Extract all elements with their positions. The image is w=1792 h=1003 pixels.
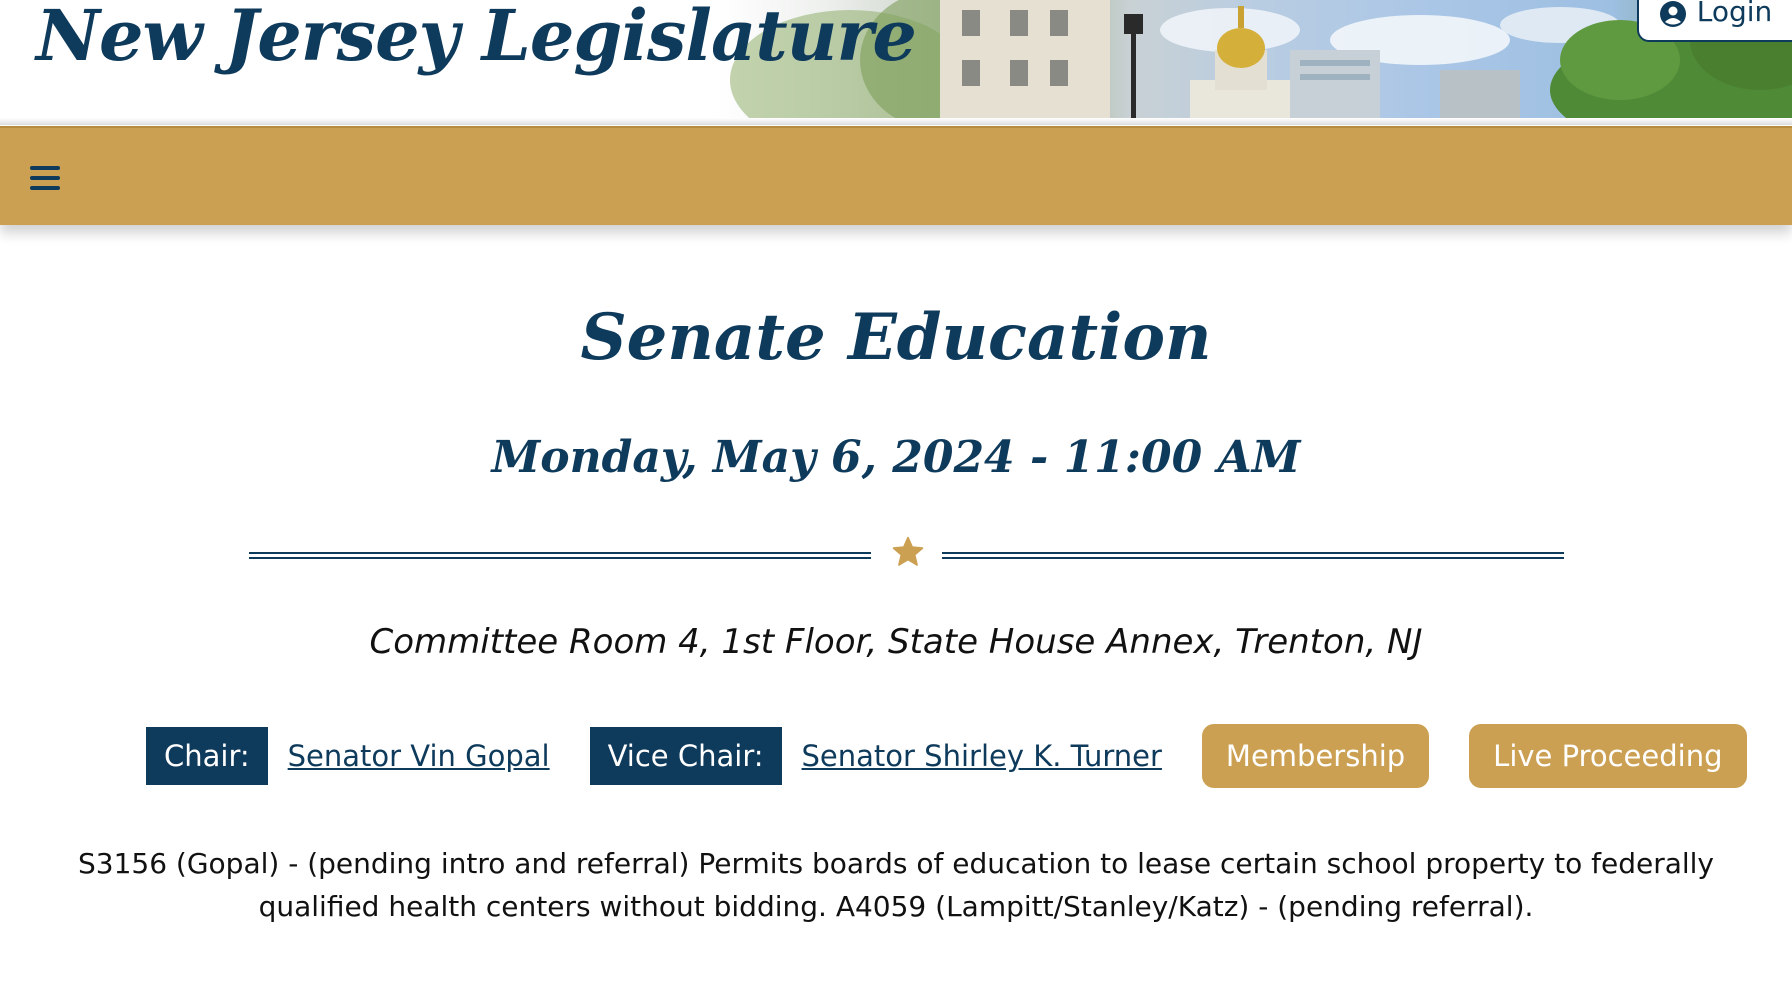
bill-referral-text: (Lampitt/Stanley/Katz) - (pending referral). — [935, 890, 1534, 923]
meeting-location: Committee Room 4, 1st Floor, State House Annex, Trenton, NJ — [369, 622, 1423, 662]
committee-title: Senate Education — [580, 300, 1212, 375]
vice-chair-name-link[interactable]: Senator Shirley K. Turner — [801, 739, 1162, 773]
hamburger-bar — [30, 176, 60, 180]
bill-description-text: (Gopal) - (pending intro and referral) Permits boards of education to lease certain school property to federally qualified health centers without bidding. — [175, 847, 1714, 923]
bill-link-a4059[interactable]: A4059 — [835, 890, 927, 923]
divider-right — [942, 552, 1564, 559]
agenda-item — [40, 842, 1752, 928]
vice-chair-label: Vice Chair: — [590, 727, 782, 785]
star-icon — [890, 534, 926, 570]
user-circle-icon — [1659, 0, 1687, 28]
site-title[interactable]: New Jersey Legislature — [36, 0, 916, 77]
meeting-datetime: Monday, May 6, 2024 - 11:00 AM — [491, 432, 1301, 483]
membership-button[interactable]: Membership — [1202, 724, 1429, 788]
main-nav-bar — [0, 126, 1792, 225]
login-label: Login — [1696, 0, 1773, 28]
header-banner — [0, 0, 1792, 125]
hamburger-menu-icon[interactable] — [30, 166, 60, 192]
login-button[interactable] — [1637, 0, 1792, 42]
chair-name-link[interactable]: Senator Vin Gopal — [287, 739, 550, 773]
live-proceeding-button[interactable]: Live Proceeding — [1469, 724, 1746, 788]
banner-shadow — [0, 118, 1792, 125]
bill-link-s3156[interactable]: S3156 — [77, 847, 168, 880]
divider-left — [249, 552, 871, 559]
hamburger-bar — [30, 186, 60, 190]
hamburger-bar — [30, 166, 60, 170]
committee-officers-row — [146, 727, 1747, 785]
chair-label: Chair: — [146, 727, 268, 785]
